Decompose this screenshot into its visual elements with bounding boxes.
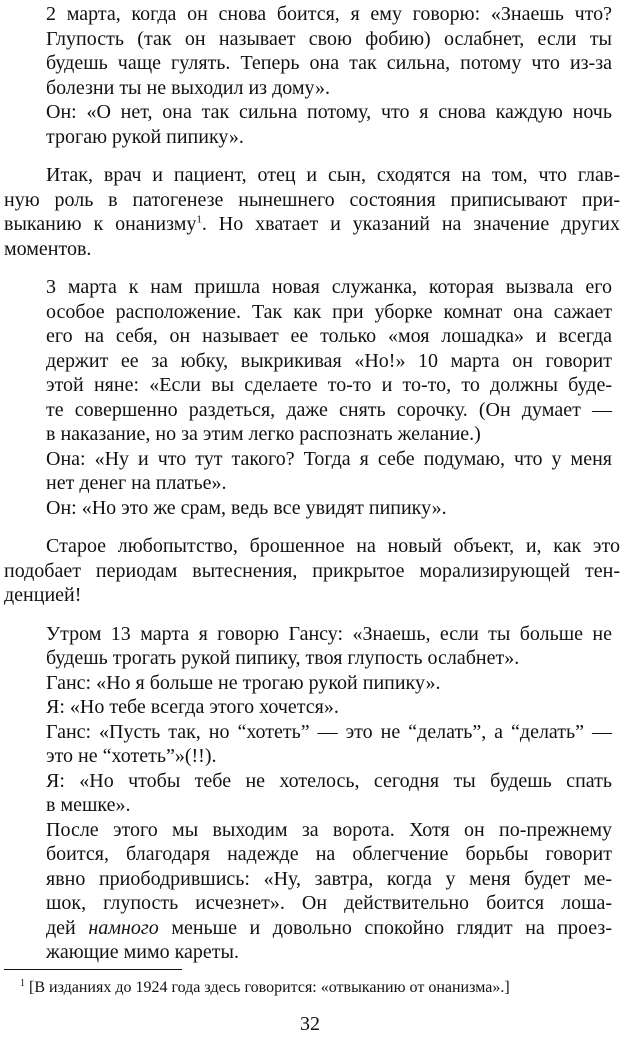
text-line: шок, глупость исчезнет». Он действительно боится лоша- xyxy=(46,892,612,914)
text-line: держит ее за юбку, выкрикивая «Но!» 10 марта он говорит xyxy=(46,349,612,372)
text-line: Он: «О нет, она так сильна потому, что я снова каждую ночь xyxy=(46,101,612,123)
footnote-reference: 1 xyxy=(196,213,202,226)
text-line: 3 марта к нам пришла новая служанка, которая вызвала его xyxy=(46,276,612,298)
text-line: его на себя, он называет ее только «моя лошадка» и всегда xyxy=(46,325,612,347)
text-line xyxy=(46,916,612,941)
text-line: боится, благодаря надежде на облегчение борьбы говорит xyxy=(46,843,612,865)
dialogue-block-1 xyxy=(0,2,620,149)
text-line: трогаю рукой пипику». xyxy=(46,125,244,148)
footnote-text: [В изданиях до 1924 года здесь говорится: «отвыканию от онанизма».] xyxy=(29,979,510,996)
text-line: те совершенно раздеться, даже снять сорочку. (Он думает — xyxy=(46,398,612,421)
text-line: 2 марта, когда он снова боится, я ему говорю: «Знаешь что? xyxy=(46,3,612,25)
text-line: Я: «Но тебе всегда этого хочется». xyxy=(46,696,339,718)
text-line: моментов. xyxy=(4,237,92,260)
text-line: это не “хотеть”»(!!). xyxy=(46,745,217,767)
text-line: Ганс: «Пусть так, но “хотеть” — это не “делать”, а “делать” — xyxy=(46,720,612,743)
text-fragment: . Но хватает и указаний на значение других xyxy=(201,213,620,235)
commentary-paragraph-1 xyxy=(0,163,620,261)
dialogue-block-3 xyxy=(0,622,620,965)
footnote xyxy=(20,978,612,998)
text-line: Старое любопытство, брошенное на новый объект, и, как это xyxy=(46,535,620,557)
text-line: Утром 13 марта я говорю Гансу: «Знаешь, если ты больше не xyxy=(46,622,612,645)
text-line: Итак, врач и пациент, отец и сын, сходятся на том, что глав- xyxy=(46,164,620,186)
text-line: в наказание, но за этим легко распознать желание.) xyxy=(46,423,481,445)
dialogue-block-2 xyxy=(0,275,620,520)
text-line: будешь чаще гулять. Теперь она так сильна, потому что из-за xyxy=(46,52,612,74)
text-line: подобает периодам вытеснения, прикрытое морализирующей тен- xyxy=(4,559,620,582)
text-line: явно приободрившись: «Ну, завтра, когда у меня будет ме- xyxy=(46,867,612,890)
text-line: нет денег на платье». xyxy=(46,472,227,494)
text-line: особое расположение. Так как при уборке комнат она сажает xyxy=(46,300,612,323)
text-line xyxy=(4,212,620,237)
text-line: Ганс: «Но я больше не трогаю рукой пипику». xyxy=(46,671,441,694)
emphasized-word: намного xyxy=(88,916,159,939)
text-line: денцией! xyxy=(4,584,82,606)
page-number: 32 xyxy=(300,1013,320,1035)
text-line: жающие мимо кареты. xyxy=(46,941,239,963)
text-line: Он: «Но это же срам, ведь все увидят пипику». xyxy=(46,496,447,519)
text-line: ную роль в патогенезе нынешнего состояния приписывают при- xyxy=(4,188,620,211)
text-line: Я: «Но чтобы тебе не хотелось, сегодня ты будешь спать xyxy=(46,769,612,792)
text-line: болезни ты не выходил из дому». xyxy=(46,76,331,99)
text-line: в мешке». xyxy=(46,794,131,816)
text-fragment: меньше и довольно спокойно глядит на проез- xyxy=(158,916,612,939)
text-line: будешь трогать рукой пипику, твоя глупость ослабнет». xyxy=(46,647,520,669)
footnote-mark: 1 xyxy=(20,977,25,989)
text-line: Глупость (так он называет свою фобию) ослабнет, если ты xyxy=(46,27,612,50)
footnote-divider xyxy=(4,969,182,970)
commentary-paragraph-2 xyxy=(0,534,620,608)
text-line: После этого мы выходим за ворота. Хотя он по-прежнему xyxy=(46,818,612,841)
text-fragment: выканию к онанизму xyxy=(4,213,197,235)
text-line: этой няне: «Если вы сделаете то-то и то-то, то должны буде- xyxy=(46,374,612,396)
text-line: Она: «Ну и что тут такого? Тогда я себе подумаю, что у меня xyxy=(46,447,612,470)
text-fragment: дей xyxy=(46,916,89,939)
